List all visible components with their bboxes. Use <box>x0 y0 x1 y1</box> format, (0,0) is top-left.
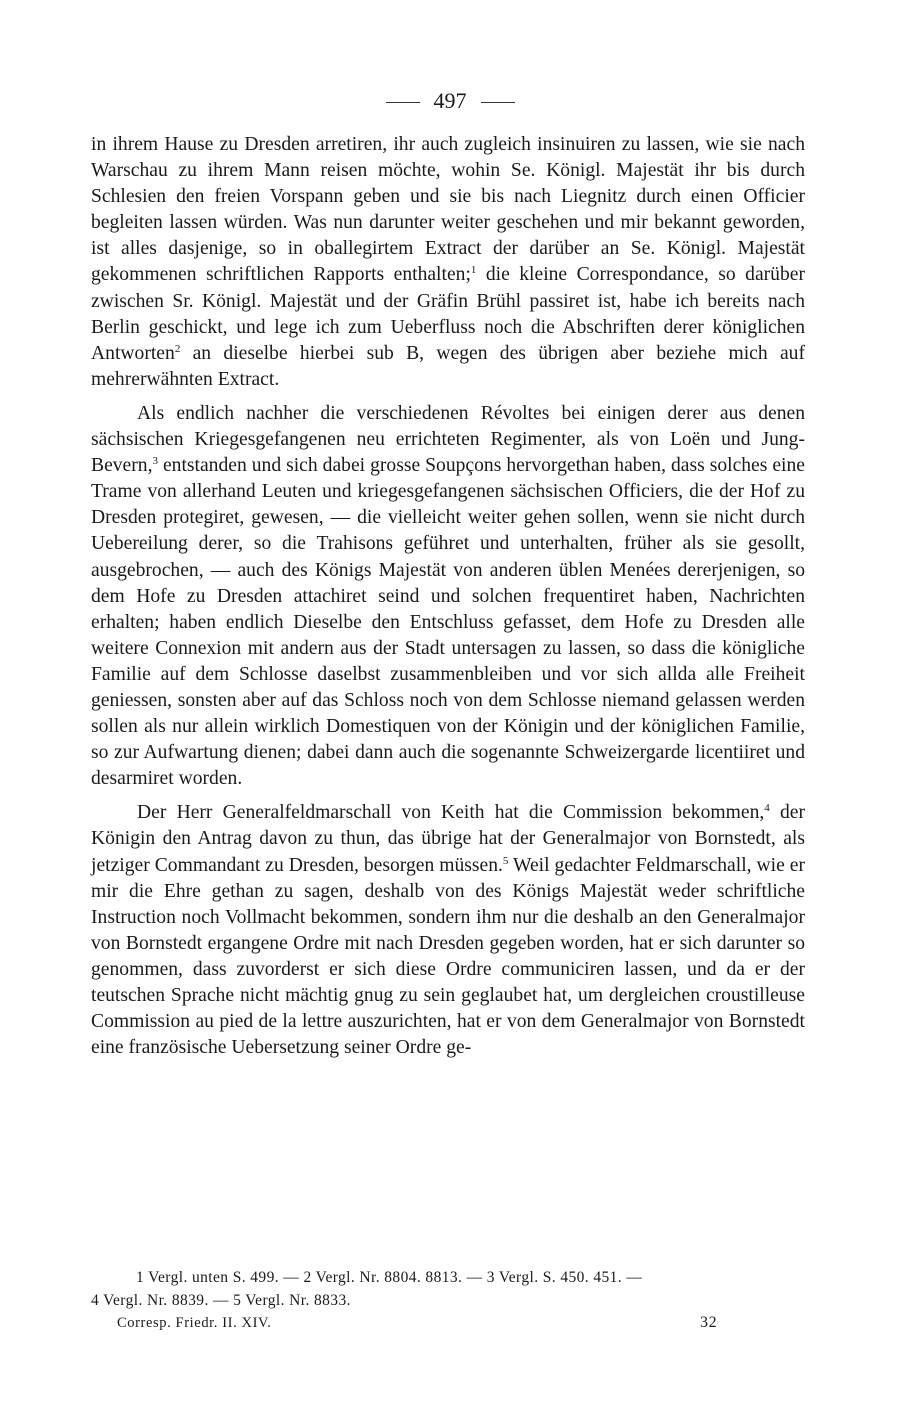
footnote-marker: 5 <box>502 854 509 867</box>
paragraph-text: in ihrem Hause zu Dresden arretiren, ihr auch zugleich insinuiren zu lassen, wie sie nach Warschau zu ihrem Mann reisen möchte, wohin Se. Königl. Majestät ihr bis durch Schlesien den freien Vorspann geben und sie bis nach Liegnitz durch einen Officier begleiten lassen würden. Was nun darunter weiter geschehen und mir bekannt geworden, ist alles dasjenige, so in oballegirtem Extract der darüber an Se. Königl. Majestät gekommenen schriftlichen Rapports enthalten; <box>91 134 805 286</box>
paragraph-text: entstanden und sich dabei grosse Soupçons hervorgethan haben, dass solches eine Trame von allerhand Leuten und kriegesgefangenen sächsischen Officiers, die der Hof zu Dresden protegiret, gewesen, — die vielleicht weiter gehen sollen, wenn sie nicht durch Uebereilung derer, so die Trahisons geführet und unterhalten, früher als sie gesollt, ausgebrochen, — auch des Königs Majestät von anderen üblen Menées dererjenigen, so dem Hofe zu Dresden attachiret seind und solchen frequentiret haben, Nachrichten erhalten; haben endlich Dieselbe den Entschluss gefasset, dem Hofe zu Dresden alle weitere Connexion mit andern aus der Stadt untersagen zu lassen, so dass die königliche Familie auf dem Schlosse daselbst zusammenbleiben und vor sich allda alle Freiheit geniessen, sonsten aber auf das Schloss noch von dem Schlosse niemand gelassen werden sollen als nur allein wirklich Domestiquen von der Königin und der königlichen Familie, so zur Aufwartung dienen; dabei dann auch die sogenannte Schweizergarde licentiiret und desarmiret worden. <box>91 455 805 790</box>
footnote-line: 1 Vergl. unten S. 499. — 2 Vergl. Nr. 8804. 8813. — 3 Vergl. S. 450. 451. — <box>136 1269 643 1286</box>
paragraph-text: Der Herr Generalfeldmarschall von Keith hat die Commission bekommen, <box>137 802 765 824</box>
source-reference: Corresp. Friedr. II. XIV. <box>117 1315 272 1331</box>
page-number: 497 <box>433 88 467 113</box>
paragraph-text: an dieselbe hierbei sub B, wegen des übrigen aber beziehe mich auf mehrerwähnten Extract. <box>91 342 805 390</box>
paragraph-1 <box>91 132 805 393</box>
footnote-marker: 1 <box>470 264 477 277</box>
paragraph-2 <box>91 401 805 792</box>
header-rule-right <box>481 102 515 103</box>
paragraph-text: die kleine Correspondance, so darüber zwischen Sr. Königl. Majestät und der Gräfin Brühl passiret ist, habe ich bereits nach Berlin geschickt, und lege ich zum Ueberfluss noch die Abschriften derer königlichen Antworten <box>91 264 805 364</box>
paragraph-text: der Königin den Antrag davon zu thun, das übrige hat der Generalmajor von Bornstedt, als jetziger Commandant zu Dresden, besorgen müssen. <box>91 802 805 876</box>
footnote-marker: 4 <box>764 802 770 815</box>
paragraph-3 <box>91 800 805 1061</box>
footnote-line: 4 Vergl. Nr. 8839. — 5 Vergl. Nr. 8833. <box>91 1292 351 1309</box>
paragraph-text: Weil gedachter Feldmarschall, wie er mir die Ehre gethan zu sagen, deshalb von des Königs Majestät weder schriftliche Instruction noch Vollmacht bekommen, sondern ihm nur die deshalb an den Generalmajor von Bornstedt ergangene Ordre mit nach Dresden gegeben worden, hat er sich darunter so genommen, dass zuvorderst er sich diese Ordre communiciren lassen, und da er der teutschen Sprache nicht mächtig gnug zu sein geglaubet hat, um dergleichen croustilleuse Commission au pied de la lettre auszurichten, hat er von dem Generalmajor von Bornstedt eine französische Uebersetzung seiner Ordre ge- <box>91 854 805 1059</box>
header-rule-left <box>386 102 420 103</box>
body-text <box>91 132 805 1061</box>
footnote-marker: 2 <box>174 342 181 355</box>
page-header <box>0 86 900 116</box>
footnotes <box>91 1266 805 1312</box>
footnote-marker: 3 <box>152 455 158 468</box>
page-footer <box>117 1313 717 1333</box>
signature-mark: 32 <box>700 1314 718 1331</box>
paragraph-text: Als endlich nachher die verschiedenen Révoltes bei einigen derer aus denen sächsischen Kriegesgefangenen neu errichteten Regimenter, als von Loën und Jung-Bevern, <box>91 402 805 477</box>
